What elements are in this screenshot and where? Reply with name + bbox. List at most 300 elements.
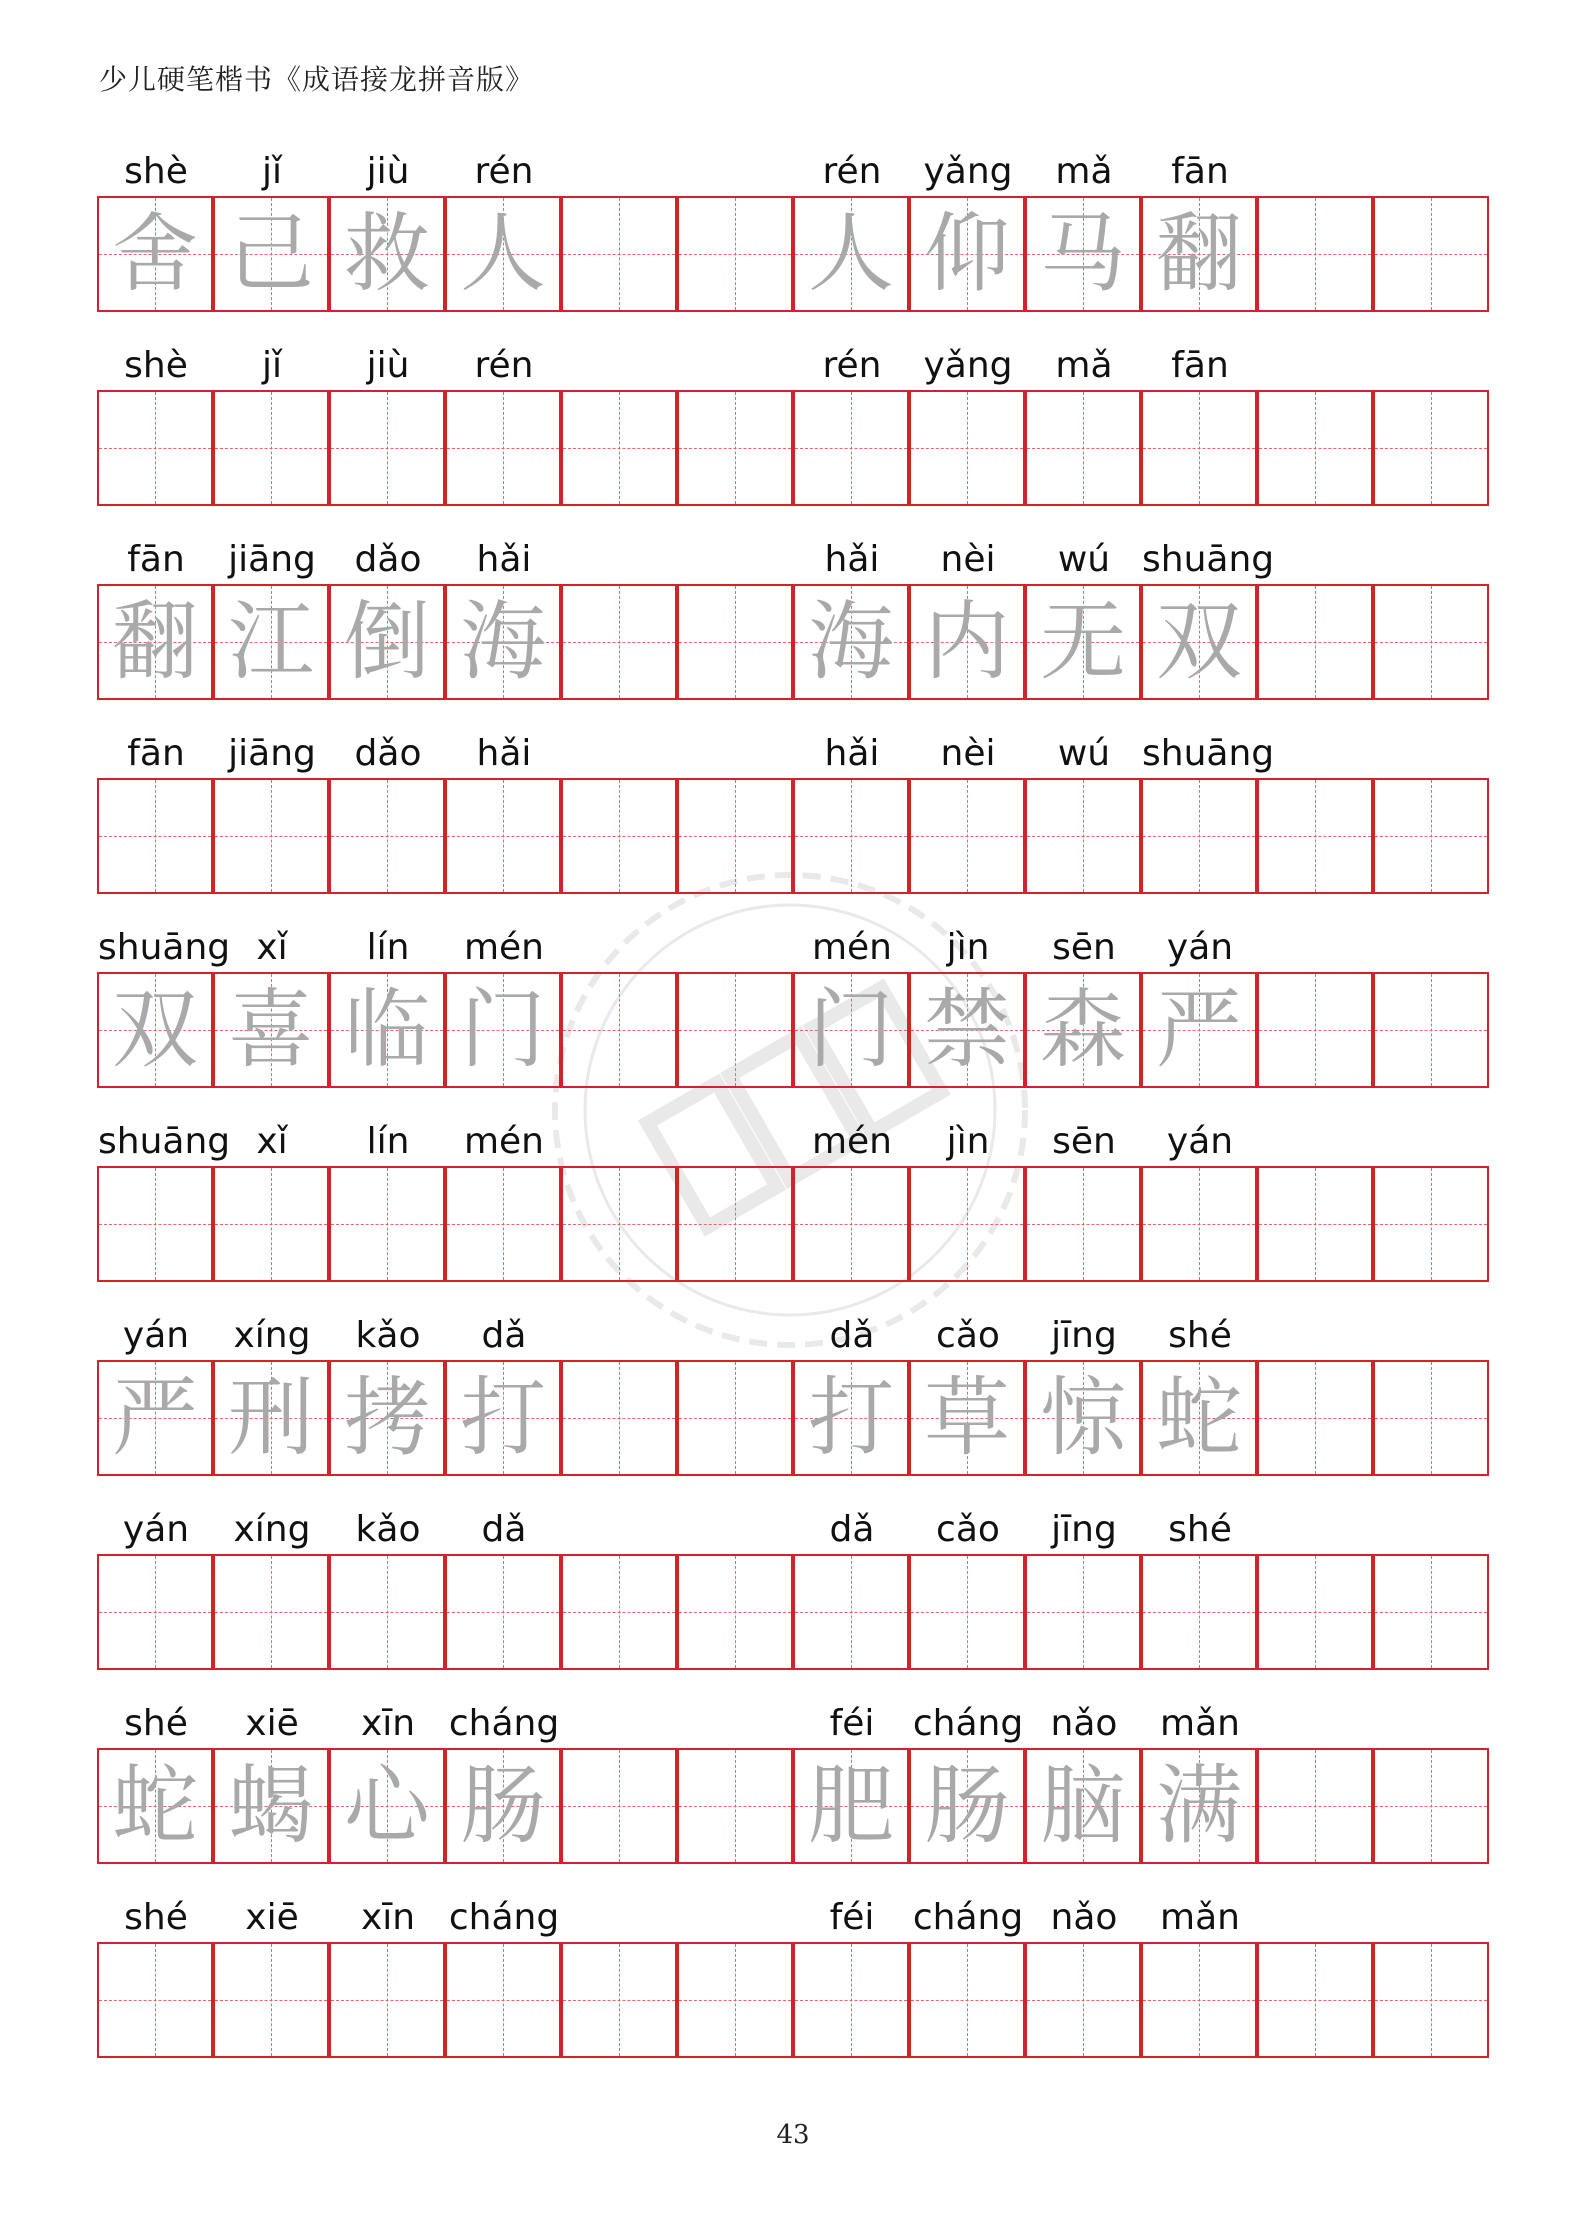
- guide-line-horizontal: [1375, 1224, 1487, 1225]
- guide-line-horizontal: [563, 1612, 675, 1613]
- guide-line-horizontal: [1027, 1612, 1139, 1613]
- writing-cell: [1257, 1166, 1373, 1282]
- writing-cell: [445, 196, 561, 312]
- writing-cell: [909, 1360, 1025, 1476]
- writing-cell: [329, 390, 445, 506]
- guide-line-horizontal: [563, 1806, 675, 1807]
- guide-line-horizontal: [1259, 1806, 1371, 1807]
- writing-cell: [329, 972, 445, 1088]
- guide-line-horizontal: [563, 1030, 675, 1031]
- pinyin-syllable: shé: [1168, 1315, 1232, 1356]
- writing-cell: [793, 1554, 909, 1670]
- guide-line-horizontal: [679, 1224, 791, 1225]
- writing-cell: [1141, 778, 1257, 894]
- pinyin-syllable: nèi: [940, 539, 996, 580]
- guide-line-horizontal: [679, 836, 791, 837]
- guide-line-horizontal: [447, 448, 559, 449]
- writing-cell: [97, 390, 213, 506]
- writing-cell: [677, 1942, 793, 2058]
- writing-cell: [97, 778, 213, 894]
- guide-line-horizontal: [447, 836, 559, 837]
- guide-line-horizontal: [911, 836, 1023, 837]
- guide-line-horizontal: [447, 1224, 559, 1225]
- pinyin-syllable: xīn: [360, 1703, 416, 1744]
- practice-grid-row: [98, 1166, 1489, 1282]
- pinyin-syllable: jǐ: [261, 345, 282, 386]
- guide-line-horizontal: [447, 2000, 559, 2001]
- trace-character: 门: [460, 980, 546, 1080]
- guide-line-horizontal: [679, 448, 791, 449]
- guide-line-horizontal: [1143, 2000, 1255, 2001]
- writing-cell: [793, 584, 909, 700]
- pinyin-syllable: shuāng: [1142, 539, 1275, 580]
- guide-line-horizontal: [1259, 254, 1371, 255]
- guide-line-horizontal: [99, 836, 211, 837]
- writing-cell: [1373, 1554, 1489, 1670]
- pinyin-syllable: sēn: [1052, 927, 1116, 968]
- writing-cell: [793, 972, 909, 1088]
- pinyin-syllable: rén: [822, 345, 882, 386]
- pinyin-syllable: jìn: [946, 927, 990, 968]
- pinyin-syllable: shé: [124, 1703, 188, 1744]
- trace-grid-row: [98, 196, 1489, 312]
- writing-cell: [1025, 196, 1141, 312]
- writing-cell: [1373, 1166, 1489, 1282]
- guide-line-horizontal: [99, 1224, 211, 1225]
- practice-grid-row: [98, 390, 1489, 506]
- writing-cell: [1257, 1748, 1373, 1864]
- writing-cell: [445, 778, 561, 894]
- writing-cell: [1373, 1360, 1489, 1476]
- pinyin-syllable: xǐ: [256, 1121, 288, 1162]
- pinyin-syllable: shuāng: [98, 1121, 231, 1162]
- guide-line-horizontal: [1375, 836, 1487, 837]
- writing-cell: [677, 1554, 793, 1670]
- writing-cell: [909, 1748, 1025, 1864]
- guide-line-horizontal: [679, 2000, 791, 2001]
- guide-line-horizontal: [679, 1612, 791, 1613]
- guide-line-horizontal: [563, 2000, 675, 2001]
- writing-cell: [213, 1748, 329, 1864]
- pinyin-syllable: shé: [1168, 1509, 1232, 1550]
- trace-character: 脑: [1040, 1756, 1126, 1856]
- writing-cell: [677, 584, 793, 700]
- writing-cell: [1025, 1554, 1141, 1670]
- pinyin-syllable: dǎ: [829, 1509, 875, 1550]
- guide-line-horizontal: [1143, 1612, 1255, 1613]
- pinyin-row: [98, 1312, 1489, 1360]
- guide-line-horizontal: [1375, 1612, 1487, 1613]
- guide-line-horizontal: [795, 448, 907, 449]
- guide-line-horizontal: [331, 448, 443, 449]
- pinyin-syllable: xǐ: [256, 927, 288, 968]
- guide-line-horizontal: [563, 1224, 675, 1225]
- writing-cell: [1025, 1748, 1141, 1864]
- trace-character: 禁: [924, 980, 1010, 1080]
- trace-character: 无: [1040, 592, 1126, 692]
- guide-line-horizontal: [795, 2000, 907, 2001]
- trace-character: 翻: [1156, 204, 1242, 304]
- guide-line-horizontal: [1027, 1224, 1139, 1225]
- guide-line-horizontal: [1259, 1224, 1371, 1225]
- writing-cell: [677, 1748, 793, 1864]
- writing-cell: [213, 390, 329, 506]
- trace-character: 肠: [460, 1756, 546, 1856]
- writing-cell: [97, 584, 213, 700]
- pinyin-syllable: yǎng: [923, 345, 1013, 386]
- writing-cell: [561, 1942, 677, 2058]
- trace-character: 翻: [112, 592, 198, 692]
- writing-cell: [561, 196, 677, 312]
- writing-cell: [445, 584, 561, 700]
- writing-cell: [793, 1942, 909, 2058]
- trace-character: 蛇: [1156, 1368, 1242, 1468]
- writing-cell: [1141, 1748, 1257, 1864]
- trace-character: 双: [1156, 592, 1242, 692]
- pinyin-syllable: féi: [829, 1703, 875, 1744]
- guide-line-horizontal: [1259, 836, 1371, 837]
- pinyin-syllable: mén: [811, 1121, 893, 1162]
- guide-line-horizontal: [679, 1418, 791, 1419]
- writing-cell: [677, 196, 793, 312]
- guide-line-horizontal: [99, 448, 211, 449]
- writing-cell: [97, 1748, 213, 1864]
- guide-line-horizontal: [679, 1806, 791, 1807]
- writing-cell: [909, 1942, 1025, 2058]
- pinyin-syllable: xiē: [245, 1897, 299, 1938]
- writing-cell: [1025, 390, 1141, 506]
- writing-cell: [561, 1554, 677, 1670]
- guide-line-horizontal: [1375, 448, 1487, 449]
- pinyin-syllable: jīng: [1051, 1509, 1117, 1550]
- guide-line-horizontal: [215, 836, 327, 837]
- pinyin-row: [98, 924, 1489, 972]
- pinyin-row: [98, 148, 1489, 196]
- pinyin-syllable: jìn: [946, 1121, 990, 1162]
- writing-cell: [329, 1360, 445, 1476]
- writing-cell: [445, 972, 561, 1088]
- guide-line-horizontal: [1259, 2000, 1371, 2001]
- writing-cell: [1141, 1942, 1257, 2058]
- writing-cell: [1025, 1360, 1141, 1476]
- guide-line-horizontal: [911, 2000, 1023, 2001]
- guide-line-horizontal: [331, 1224, 443, 1225]
- pinyin-syllable: yán: [1166, 927, 1234, 968]
- pinyin-syllable: mǎ: [1055, 151, 1113, 192]
- writing-cell: [909, 390, 1025, 506]
- trace-character: 临: [344, 980, 430, 1080]
- pinyin-syllable: jiāng: [228, 733, 316, 774]
- writing-cell: [677, 390, 793, 506]
- guide-line-horizontal: [1143, 836, 1255, 837]
- writing-cell: [909, 584, 1025, 700]
- writing-cell: [445, 390, 561, 506]
- pinyin-syllable: rén: [822, 151, 882, 192]
- writing-cell: [329, 196, 445, 312]
- guide-line-horizontal: [563, 836, 675, 837]
- pinyin-syllable: nèi: [940, 733, 996, 774]
- trace-character: 拷: [344, 1368, 430, 1468]
- trace-character: 内: [924, 592, 1010, 692]
- pinyin-syllable: cháng: [448, 1703, 560, 1744]
- trace-character: 严: [1156, 980, 1242, 1080]
- pinyin-syllable: cǎo: [936, 1315, 1000, 1356]
- pinyin-syllable: jiāng: [228, 539, 316, 580]
- writing-cell: [329, 1942, 445, 2058]
- writing-cell: [677, 1360, 793, 1476]
- trace-character: 蛇: [112, 1756, 198, 1856]
- guide-line-horizontal: [1259, 1418, 1371, 1419]
- guide-line-horizontal: [563, 1418, 675, 1419]
- guide-line-horizontal: [1027, 448, 1139, 449]
- writing-cell: [1025, 1166, 1141, 1282]
- guide-line-horizontal: [331, 836, 443, 837]
- guide-line-horizontal: [1027, 2000, 1139, 2001]
- writing-cell: [1257, 1554, 1373, 1670]
- writing-cell: [677, 972, 793, 1088]
- guide-line-horizontal: [1375, 254, 1487, 255]
- trace-character: 仰: [924, 204, 1010, 304]
- writing-cell: [677, 1166, 793, 1282]
- writing-cell: [213, 1942, 329, 2058]
- writing-cell: [329, 778, 445, 894]
- writing-cell: [445, 1942, 561, 2058]
- writing-cell: [1141, 972, 1257, 1088]
- pinyin-syllable: lín: [366, 927, 410, 968]
- writing-cell: [213, 584, 329, 700]
- writing-cell: [97, 972, 213, 1088]
- pinyin-syllable: lín: [366, 1121, 410, 1162]
- trace-character: 门: [808, 980, 894, 1080]
- trace-grid-row: [98, 1360, 1489, 1476]
- trace-character: 严: [112, 1368, 198, 1468]
- writing-cell: [97, 1942, 213, 2058]
- trace-character: 草: [924, 1368, 1010, 1468]
- pinyin-row: [98, 342, 1489, 390]
- guide-line-horizontal: [795, 1612, 907, 1613]
- writing-cell: [1373, 196, 1489, 312]
- pinyin-syllable: dǎ: [481, 1315, 527, 1356]
- trace-character: 海: [808, 592, 894, 692]
- trace-character: 江: [228, 592, 314, 692]
- pinyin-syllable: dǎ: [481, 1509, 527, 1550]
- pinyin-syllable: jīng: [1051, 1315, 1117, 1356]
- pinyin-syllable: dǎo: [354, 539, 422, 580]
- trace-character: 人: [460, 204, 546, 304]
- pinyin-syllable: mǎn: [1160, 1897, 1240, 1938]
- writing-cell: [793, 1360, 909, 1476]
- guide-line-horizontal: [563, 448, 675, 449]
- trace-character: 打: [460, 1368, 546, 1468]
- guide-line-horizontal: [331, 1612, 443, 1613]
- writing-cell: [1025, 1942, 1141, 2058]
- guide-line-horizontal: [447, 1612, 559, 1613]
- pinyin-syllable: fān: [1171, 151, 1229, 192]
- writing-cell: [213, 1360, 329, 1476]
- writing-cell: [1373, 778, 1489, 894]
- pinyin-syllable: dǎ: [829, 1315, 875, 1356]
- pinyin-syllable: cháng: [912, 1897, 1024, 1938]
- writing-cell: [97, 1360, 213, 1476]
- guide-line-horizontal: [1143, 448, 1255, 449]
- trace-character: 心: [344, 1756, 430, 1856]
- pinyin-syllable: kǎo: [355, 1315, 421, 1356]
- writing-cell: [1257, 390, 1373, 506]
- pinyin-row: [98, 1894, 1489, 1942]
- pinyin-syllable: shuāng: [1142, 733, 1275, 774]
- pinyin-syllable: yán: [122, 1315, 190, 1356]
- guide-line-horizontal: [679, 254, 791, 255]
- pinyin-syllable: rén: [474, 151, 534, 192]
- pinyin-syllable: mén: [811, 927, 893, 968]
- pinyin-syllable: fān: [1171, 345, 1229, 386]
- pinyin-syllable: hǎi: [824, 733, 880, 774]
- trace-character: 马: [1040, 204, 1126, 304]
- writing-cell: [1257, 196, 1373, 312]
- writing-cell: [1257, 972, 1373, 1088]
- pinyin-row: [98, 1700, 1489, 1748]
- writing-cell: [329, 584, 445, 700]
- writing-cell: [793, 1748, 909, 1864]
- guide-line-horizontal: [1259, 1612, 1371, 1613]
- guide-line-horizontal: [99, 2000, 211, 2001]
- practice-grid-row: [98, 1942, 1489, 2058]
- guide-line-horizontal: [563, 642, 675, 643]
- pinyin-syllable: xīn: [360, 1897, 416, 1938]
- pinyin-syllable: wú: [1057, 539, 1111, 580]
- trace-character: 满: [1156, 1756, 1242, 1856]
- trace-character: 喜: [228, 980, 314, 1080]
- page-header-title: 少儿硬笔楷书《成语接龙拼音版》: [99, 63, 535, 96]
- guide-line-horizontal: [795, 1224, 907, 1225]
- trace-character: 打: [808, 1368, 894, 1468]
- writing-cell: [1373, 584, 1489, 700]
- guide-line-horizontal: [215, 2000, 327, 2001]
- guide-line-horizontal: [1259, 1030, 1371, 1031]
- writing-cell: [1025, 972, 1141, 1088]
- writing-cell: [213, 1554, 329, 1670]
- guide-line-horizontal: [1027, 836, 1139, 837]
- writing-cell: [561, 1360, 677, 1476]
- trace-character: 肠: [924, 1756, 1010, 1856]
- writing-cell: [793, 390, 909, 506]
- guide-line-horizontal: [215, 1224, 327, 1225]
- pinyin-syllable: fān: [127, 733, 185, 774]
- pinyin-syllable: yán: [122, 1509, 190, 1550]
- writing-cell: [445, 1554, 561, 1670]
- guide-line-horizontal: [563, 254, 675, 255]
- guide-line-horizontal: [911, 1224, 1023, 1225]
- pinyin-syllable: shuāng: [98, 927, 231, 968]
- guide-line-horizontal: [99, 1612, 211, 1613]
- pinyin-syllable: hǎi: [476, 733, 532, 774]
- guide-line-horizontal: [795, 836, 907, 837]
- trace-character: 惊: [1040, 1368, 1126, 1468]
- writing-cell: [793, 778, 909, 894]
- trace-character: 救: [344, 204, 430, 304]
- pinyin-syllable: jǐ: [261, 151, 282, 192]
- writing-cell: [445, 1360, 561, 1476]
- trace-grid-row: [98, 1748, 1489, 1864]
- pinyin-syllable: shé: [124, 1897, 188, 1938]
- writing-cell: [793, 196, 909, 312]
- writing-cell: [909, 1166, 1025, 1282]
- trace-character: 舍: [112, 204, 198, 304]
- writing-cell: [213, 778, 329, 894]
- writing-cell: [445, 1166, 561, 1282]
- pinyin-syllable: jiù: [366, 151, 410, 192]
- writing-cell: [97, 1166, 213, 1282]
- writing-cell: [1141, 584, 1257, 700]
- writing-cell: [561, 584, 677, 700]
- pinyin-row: [98, 1118, 1489, 1166]
- trace-character: 双: [112, 980, 198, 1080]
- trace-character: 海: [460, 592, 546, 692]
- pinyin-syllable: yǎng: [923, 151, 1013, 192]
- writing-cell: [1025, 584, 1141, 700]
- trace-character: 人: [808, 204, 894, 304]
- page-number: 43: [776, 2120, 810, 2150]
- writing-cell: [1373, 1942, 1489, 2058]
- pinyin-syllable: mén: [463, 1121, 545, 1162]
- writing-cell: [909, 778, 1025, 894]
- pinyin-row: [98, 536, 1489, 584]
- pinyin-syllable: yán: [1166, 1121, 1234, 1162]
- guide-line-horizontal: [1375, 1806, 1487, 1807]
- trace-character: 己: [228, 204, 314, 304]
- writing-cell: [1141, 196, 1257, 312]
- guide-line-horizontal: [1375, 1418, 1487, 1419]
- writing-cell: [213, 196, 329, 312]
- pinyin-syllable: féi: [829, 1897, 875, 1938]
- guide-line-horizontal: [1143, 1224, 1255, 1225]
- pinyin-syllable: wú: [1057, 733, 1111, 774]
- writing-cell: [213, 972, 329, 1088]
- writing-cell: [213, 1166, 329, 1282]
- guide-line-horizontal: [1259, 448, 1371, 449]
- writing-cell: [329, 1166, 445, 1282]
- writing-cell: [561, 778, 677, 894]
- writing-cell: [1257, 1360, 1373, 1476]
- pinyin-syllable: jiù: [366, 345, 410, 386]
- writing-cell: [1141, 1360, 1257, 1476]
- writing-cell: [329, 1554, 445, 1670]
- trace-character: 肥: [808, 1756, 894, 1856]
- guide-line-horizontal: [331, 2000, 443, 2001]
- guide-line-horizontal: [215, 1612, 327, 1613]
- writing-cell: [1141, 390, 1257, 506]
- writing-cell: [793, 1166, 909, 1282]
- pinyin-syllable: hǎi: [476, 539, 532, 580]
- pinyin-syllable: cǎo: [936, 1509, 1000, 1550]
- pinyin-syllable: cháng: [912, 1703, 1024, 1744]
- writing-cell: [1025, 778, 1141, 894]
- trace-character: 森: [1040, 980, 1126, 1080]
- guide-line-horizontal: [1375, 1030, 1487, 1031]
- trace-character: 蝎: [228, 1756, 314, 1856]
- pinyin-syllable: sēn: [1052, 1121, 1116, 1162]
- trace-grid-row: [98, 584, 1489, 700]
- writing-cell: [677, 778, 793, 894]
- pinyin-syllable: mǎ: [1055, 345, 1113, 386]
- writing-cell: [1373, 972, 1489, 1088]
- pinyin-syllable: mǎn: [1160, 1703, 1240, 1744]
- pinyin-syllable: kǎo: [355, 1509, 421, 1550]
- writing-cell: [1373, 390, 1489, 506]
- pinyin-syllable: shè: [124, 151, 188, 192]
- pinyin-syllable: rén: [474, 345, 534, 386]
- writing-cell: [1141, 1554, 1257, 1670]
